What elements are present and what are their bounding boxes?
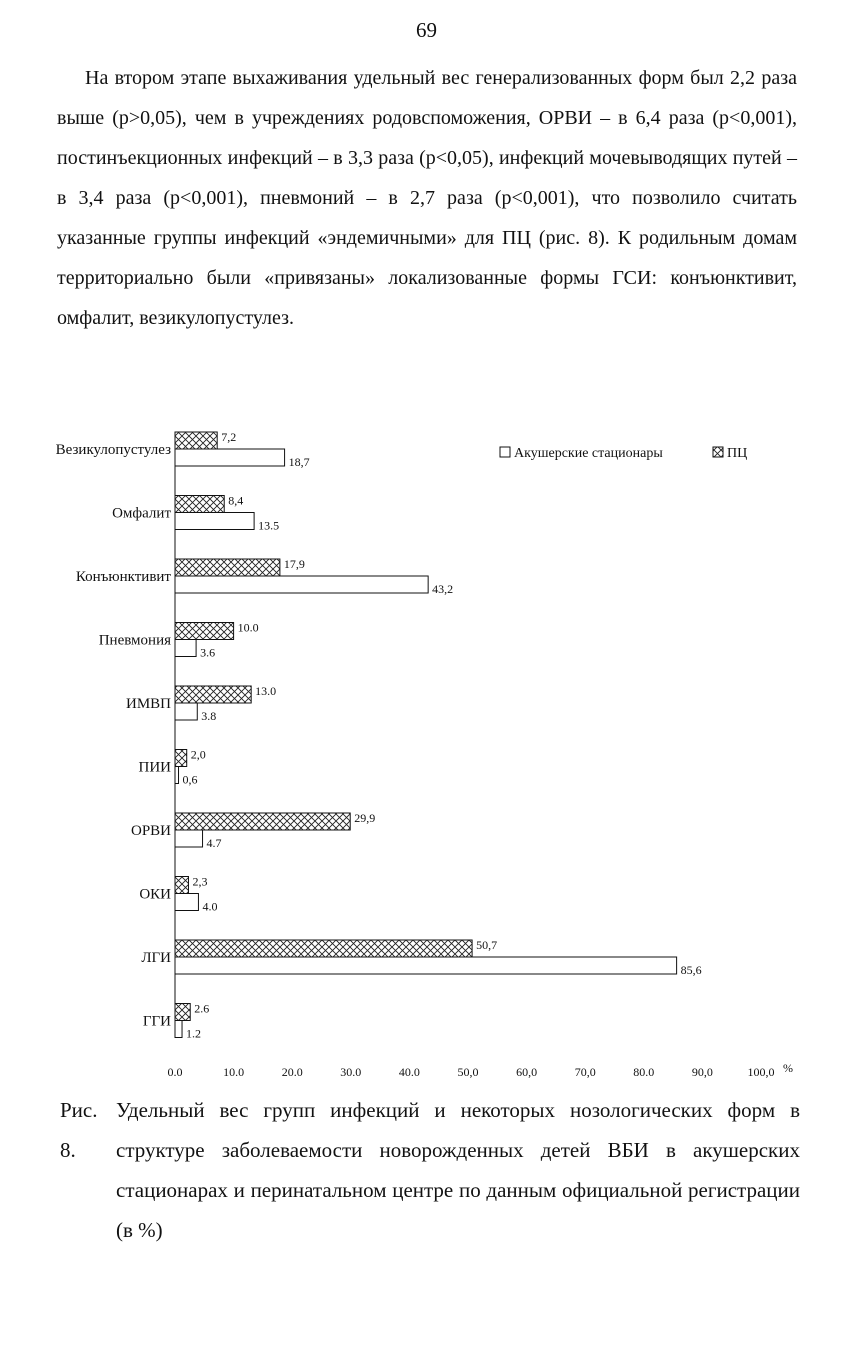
x-tick-label: 90,0 bbox=[691, 1065, 713, 1079]
page-number: 69 bbox=[416, 18, 437, 42]
x-tick-label: 30.0 bbox=[340, 1065, 362, 1079]
category-label: Омфалит bbox=[112, 505, 171, 522]
bar-pc bbox=[175, 559, 280, 576]
legend-swatch-empty bbox=[500, 447, 510, 457]
bar-pc bbox=[175, 686, 251, 703]
category-label: ОКИ bbox=[139, 886, 171, 903]
data-label: 85,6 bbox=[680, 963, 702, 977]
bar-obstetric bbox=[175, 1021, 182, 1038]
category-label: ОРВИ bbox=[130, 823, 171, 839]
legend-swatch-hatched bbox=[713, 447, 723, 457]
category-label: Пневмония bbox=[98, 632, 171, 649]
data-label: 10.0 bbox=[237, 620, 259, 635]
x-tick-label: 20.0 bbox=[281, 1065, 303, 1079]
caption-label: Рис. 8. bbox=[60, 1098, 98, 1162]
x-tick-label: 70,0 bbox=[574, 1065, 596, 1079]
bar-pc bbox=[175, 432, 217, 449]
data-label: 13.0 bbox=[255, 684, 277, 698]
figure-caption bbox=[60, 1090, 800, 1250]
data-label: 29,9 bbox=[354, 811, 376, 825]
x-tick-label: 100,0 bbox=[747, 1065, 775, 1079]
legend-label-pc: ПЦ bbox=[727, 446, 748, 461]
category-label: ИМВП bbox=[125, 696, 171, 712]
bar-pc bbox=[175, 750, 187, 767]
data-label: 8,4 bbox=[228, 493, 244, 508]
x-tick-label: 40.0 bbox=[398, 1065, 420, 1079]
bar-obstetric bbox=[175, 449, 285, 466]
data-label: 2,0 bbox=[190, 747, 206, 762]
data-label: 13.5 bbox=[258, 518, 280, 533]
x-tick-label: 80.0 bbox=[633, 1065, 655, 1079]
data-label: 3.6 bbox=[200, 645, 216, 660]
x-tick-label: 10.0 bbox=[223, 1065, 245, 1079]
legend-label-obstetric: Акушерские стационары bbox=[514, 446, 663, 461]
data-label: 18,7 bbox=[288, 455, 310, 469]
x-tick-label: 0.0 bbox=[167, 1065, 183, 1079]
data-label: 2.6 bbox=[194, 1001, 210, 1016]
bar-obstetric bbox=[175, 703, 197, 720]
data-label: 1.2 bbox=[186, 1026, 202, 1041]
bar-obstetric bbox=[175, 513, 254, 530]
x-tick-label: 60,0 bbox=[516, 1065, 538, 1079]
data-label: 7,2 bbox=[221, 430, 237, 444]
bar-pc bbox=[175, 623, 234, 640]
caption-text: Удельный вес групп инфекций и некоторых нозологических форм в структуре заболеваемости новорожденных детей ВБИ в акушерских стационарах и перинатальном центре по данным официальной регистрации (в %) bbox=[116, 1098, 800, 1242]
x-ticks-group bbox=[168, 1061, 794, 1079]
x-unit-label: % bbox=[783, 1061, 793, 1075]
bar-obstetric bbox=[175, 640, 196, 657]
bars-group bbox=[56, 430, 702, 1041]
data-label: 43,2 bbox=[432, 582, 454, 596]
category-label: Везикулопустулез bbox=[55, 442, 171, 458]
data-label: 50,7 bbox=[476, 938, 498, 952]
legend bbox=[500, 446, 747, 461]
paragraph-text: На втором этапе выхаживания удельный вес генерализованных форм был 2,2 раза выше (р>0,05), чем в учреждениях родовспоможения, ОРВИ – в 6,4 раза (р<0,001), постинъекционных инфекций – в 3,3 раза (р<0,05), инфекций мочевыводящих путей – в 3,4 раза (р<0,001), пневмоний – в 2,7 раза (р<0,001), что позволило считать указанные группы инфекций «эндемичными» для ПЦ (рис. 8). К родильным домам территориально были «привязаны» локализованные формы ГСИ: конъюнктивит, омфалит, везикулопустулез. bbox=[57, 67, 797, 329]
category-label: ПИИ bbox=[138, 759, 171, 776]
x-tick-label: 50,0 bbox=[457, 1065, 479, 1079]
bar-obstetric bbox=[175, 576, 428, 593]
bar-obstetric bbox=[175, 767, 179, 784]
data-label: 2,3 bbox=[192, 874, 208, 889]
bar-pc bbox=[175, 877, 188, 894]
category-label: ГГИ bbox=[142, 1013, 171, 1030]
data-label: 4.0 bbox=[202, 899, 218, 914]
data-label: 17,9 bbox=[283, 557, 305, 571]
bar-pc bbox=[175, 813, 350, 830]
bar-chart bbox=[0, 415, 853, 1085]
bar-obstetric bbox=[175, 957, 677, 974]
category-label: ЛГИ bbox=[141, 950, 171, 966]
bar-pc bbox=[175, 1004, 190, 1021]
data-label: 4.7 bbox=[206, 836, 222, 850]
category-label: Конъюнктивит bbox=[75, 569, 171, 585]
bar-obstetric bbox=[175, 830, 203, 847]
bar-obstetric bbox=[175, 894, 198, 911]
bar-pc bbox=[175, 496, 224, 513]
bar-pc bbox=[175, 940, 472, 957]
body-paragraph bbox=[57, 58, 797, 338]
data-label: 3.8 bbox=[201, 709, 217, 723]
data-label: 0,6 bbox=[182, 772, 198, 787]
